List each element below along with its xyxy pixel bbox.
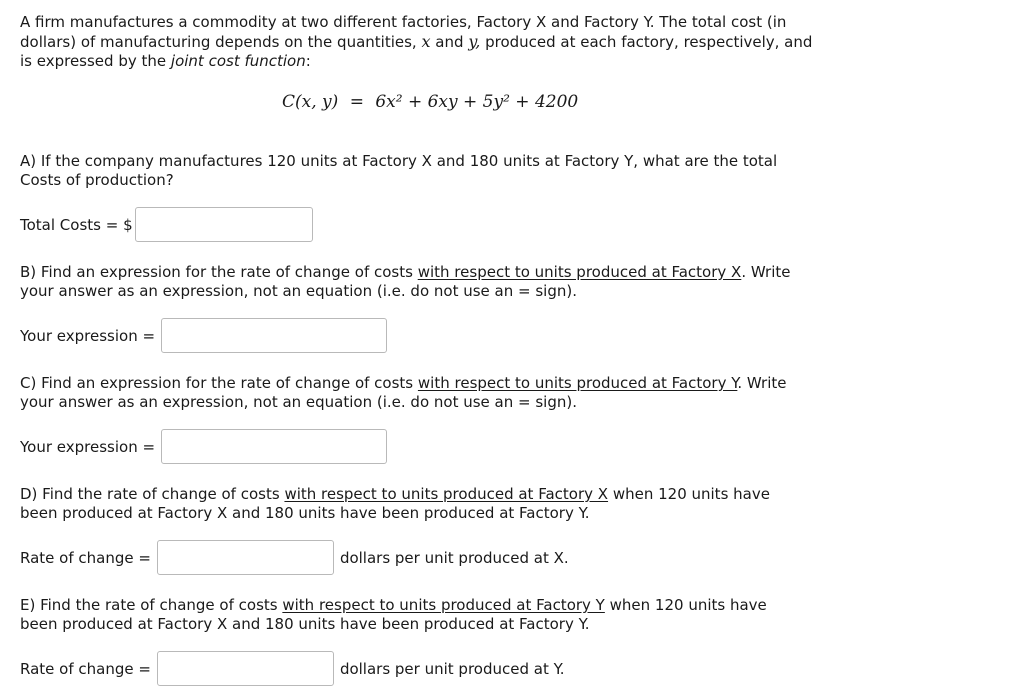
formula-rhs: 6x² + 6xy + 5y² + 4200 <box>375 92 579 112</box>
intro-paragraph <box>20 13 820 71</box>
part-b-expression-input[interactable] <box>161 318 387 353</box>
part-e-unit: dollars per unit produced at Y. <box>339 659 565 678</box>
total-costs-input[interactable] <box>135 207 313 242</box>
part-b-q-start: B) Find an expression for the rate of change of costs <box>20 263 413 281</box>
part-e-question <box>20 596 800 634</box>
intro-joint-cost-term: joint cost function <box>170 52 306 70</box>
part-c-expression-input[interactable] <box>161 429 387 464</box>
part-b-row <box>20 318 387 353</box>
intro-and: and <box>435 33 464 51</box>
part-d-q-end: when 120 units have been produced at Factory X and 180 units have been produced at Factory Y. <box>20 485 770 522</box>
part-d-row <box>20 540 569 575</box>
part-c-q-underline: with respect to units produced at Factory Y <box>417 374 738 392</box>
part-b-expression-label: Your expression = <box>20 326 156 345</box>
part-d-rate-input[interactable] <box>157 540 334 575</box>
formula-equals: = <box>349 92 364 112</box>
part-d-q-start: D) Find the rate of change of costs <box>20 485 280 503</box>
formula-lhs: C(x, y) <box>282 92 339 112</box>
part-e-rate-input[interactable] <box>157 651 334 686</box>
intro-text-2: produced at each factory, respectively, and is expressed by the <box>20 33 813 70</box>
part-d-rate-label: Rate of change = <box>20 548 151 567</box>
part-c-q-end: . Write your answer as an expression, not an equation (i.e. do not use an = sign). <box>20 374 787 411</box>
part-e-rate-label: Rate of change = <box>20 659 151 678</box>
part-a-row <box>20 207 313 242</box>
part-d-question <box>20 485 800 523</box>
intro-colon: : <box>305 52 311 70</box>
part-c-row <box>20 429 387 464</box>
part-c-q-start: C) Find an expression for the rate of change of costs <box>20 374 414 392</box>
part-b-q-end: . Write your answer as an expression, not an equation (i.e. do not use an = sign). <box>20 263 791 300</box>
part-e-q-end: when 120 units have been produced at Factory X and 180 units have been produced at Factory Y. <box>20 596 767 633</box>
part-c-question <box>20 374 820 412</box>
part-e-q-underline: with respect to units produced at Factory Y <box>282 596 605 614</box>
cost-formula <box>282 92 578 112</box>
intro-var-x: x <box>421 32 431 51</box>
part-b-q-underline: with respect to units produced at Factory X <box>417 263 742 281</box>
intro-var-y: y, <box>468 32 481 51</box>
part-b-question <box>20 263 820 301</box>
part-d-q-underline: with respect to units produced at Factory X <box>284 485 609 503</box>
part-e-row <box>20 651 565 686</box>
total-costs-label: Total Costs = $ <box>20 215 133 234</box>
intro-text-1: A firm manufactures a commodity at two different factories, Factory X and Factory Y. The total cost (in dollars) of manufacturing depends on the quantities, <box>20 13 787 51</box>
part-c-expression-label: Your expression = <box>20 437 156 456</box>
part-d-unit: dollars per unit produced at X. <box>339 548 569 567</box>
part-e-q-start: E) Find the rate of change of costs <box>20 596 278 614</box>
part-a-question: A) If the company manufactures 120 units at Factory X and 180 units at Factory Y, what are the total Costs of production? <box>20 152 778 189</box>
